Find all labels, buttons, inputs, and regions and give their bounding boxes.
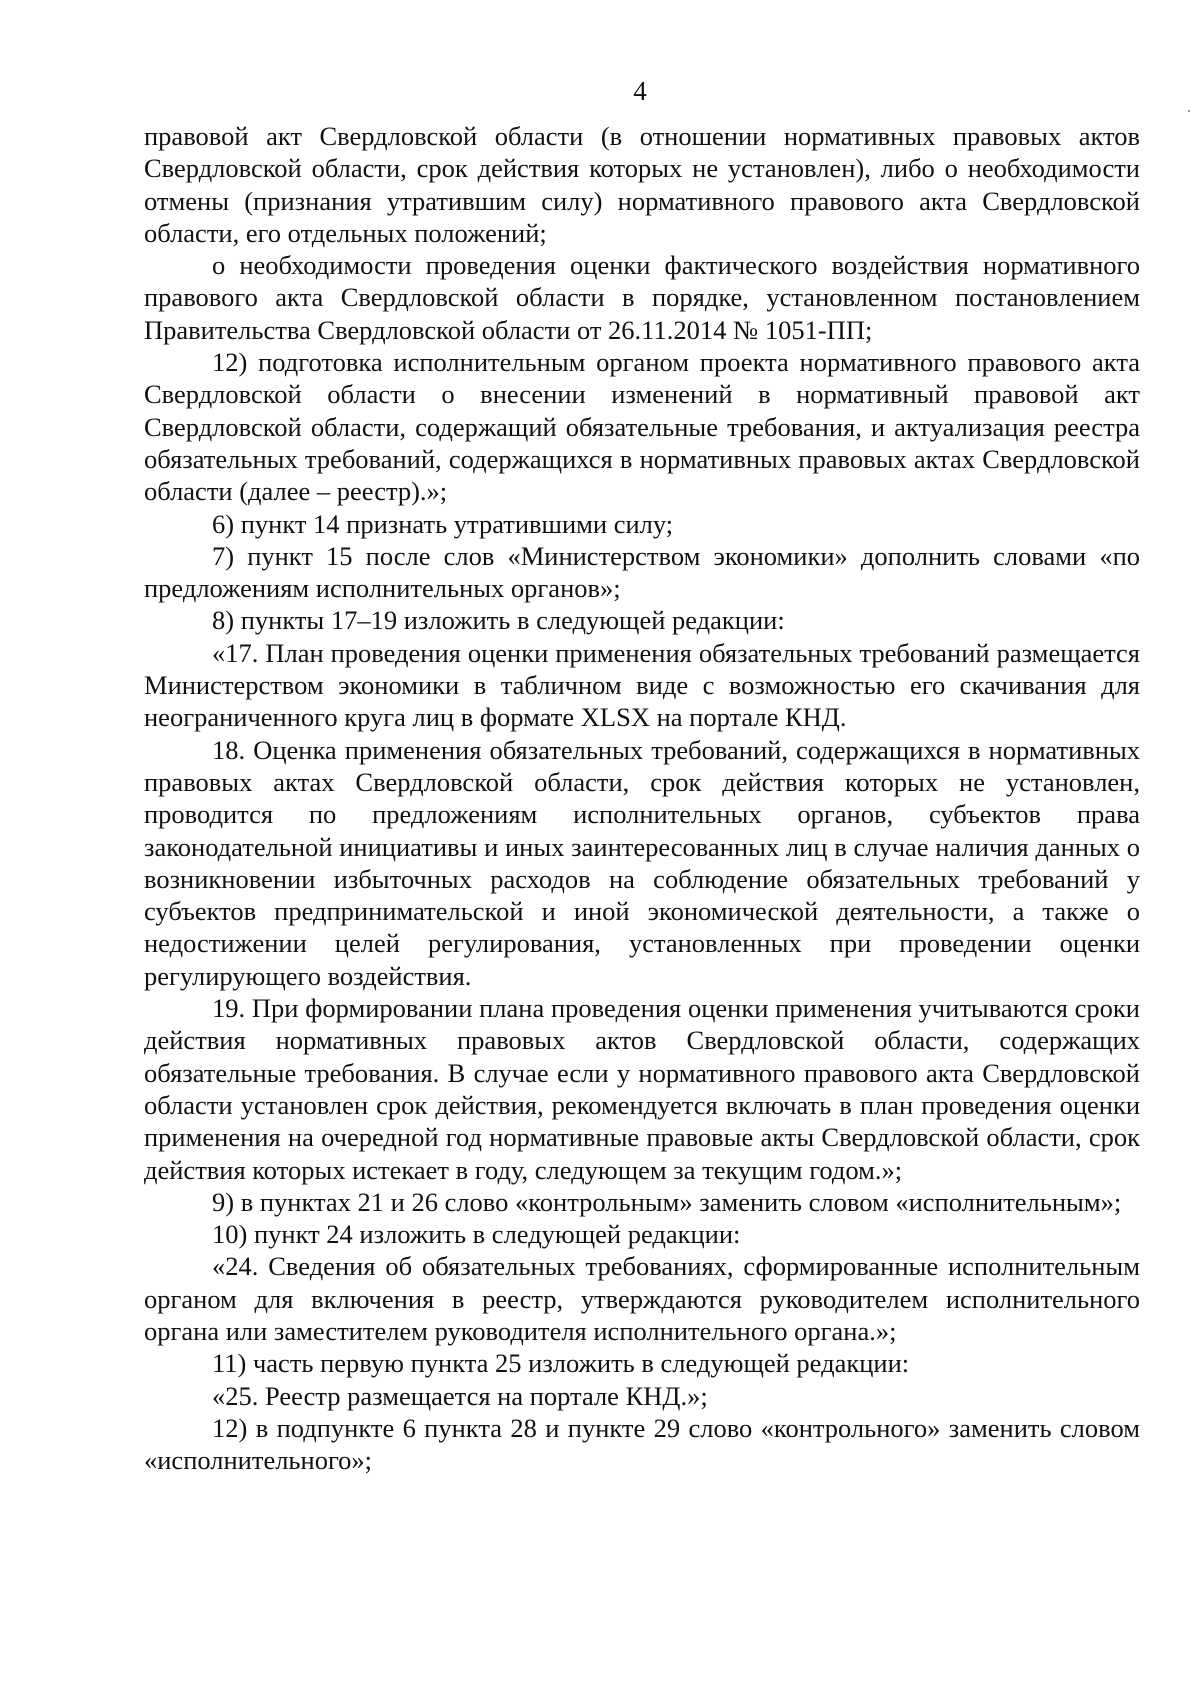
paragraph: 6) пункт 14 признать утратившими силу; [212, 508, 674, 539]
paragraph-continuation: правовой акт Свердловской области (в отношении нормативных правовых актов Свердловской области, срок действия которых не установлен), либо о необходимости отмены (признания утратившим силу) нормативного правового акта Свердловской области, его отдельных положений; [144, 121, 1140, 248]
paragraph: 18. Оценка применения обязательных требований, содержащихся в нормативных правовых актах Свердловской области, срок действия которых не установлен, проводится по предложениям исполнительных органов, субъектов права законодательной инициативы и иных заинтересованных лиц в случае наличия данных о возникновении избыточных расходов на соблюдение обязательных требований у субъектов предпринимательской и иной экономической деятельности, а также о недостижении целей регулирования, установленных при проведении оценки регулирующего воздействия. [144, 734, 1140, 991]
paragraph: «25. Реестр размещается на портале КНД.»; [212, 1380, 708, 1411]
paragraph: 19. При формировании плана проведения оценки применения учитываются сроки действия нормативных правовых актов Свердловской области, содержащих обязательные требования. В случае если у нормативного правового акта Свердловской области установлен срок действия, рекомендуется включать в план проведения оценки применения на очередной год нормативные правовые акты Свердловской области, срок действия которых истекает в году, следующем за текущим годом.»; [144, 993, 1140, 1185]
paragraph: «17. План проведения оценки применения обязательных требований размещается Министерством экономики в табличном виде с возможностью его скачивания для неограниченного круга лиц в формате XLSX на портале КНД. [144, 637, 1140, 733]
paragraph: 9) в пунктах 21 и 26 слово «контрольным» заменить словом «исполнительным»; [212, 1186, 1122, 1217]
document-body [144, 120, 1140, 1476]
paragraph: 10) пункт 24 изложить в следующей редакции: [212, 1219, 741, 1250]
paragraph: 12) в подпункте 6 пункта 28 и пункте 29 слово «контрольного» заменить словом «исполнительного»; [144, 1412, 1140, 1476]
paragraph: 7) пункт 15 после слов «Министерством экономики» дополнить словами «по предложениям исполнительных органов»; [144, 540, 1140, 604]
page-number: 4 [633, 76, 647, 106]
paragraph: 12) подготовка исполнительным органом проекта нормативного правового акта Свердловской области о внесении изменений в нормативный правовой акт Свердловской области, содержащий обязательные требования, и актуализация реестра обязательных требований, содержащихся в нормативных правовых актах Свердловской области (далее – реестр).»; [144, 347, 1140, 507]
paragraph: о необходимости проведения оценки фактического воздействия нормативного правового акта Свердловской области в порядке, установленном постановлением Правительства Свердловской области от 26.11.2014 № 1051-ПП; [144, 250, 1140, 345]
paragraph: 8) пункты 17–19 изложить в следующей редакции: [212, 605, 785, 636]
paragraph: 11) часть первую пункта 25 изложить в следующей редакции: [212, 1348, 910, 1379]
scan-artifact [1188, 110, 1190, 112]
paragraph: «24. Сведения об обязательных требованиях, сформированные исполнительным органом для включения в реестр, утверждаются руководителем исполнительного органа или заместителем руководителя исполнительного органа.»; [144, 1251, 1140, 1346]
